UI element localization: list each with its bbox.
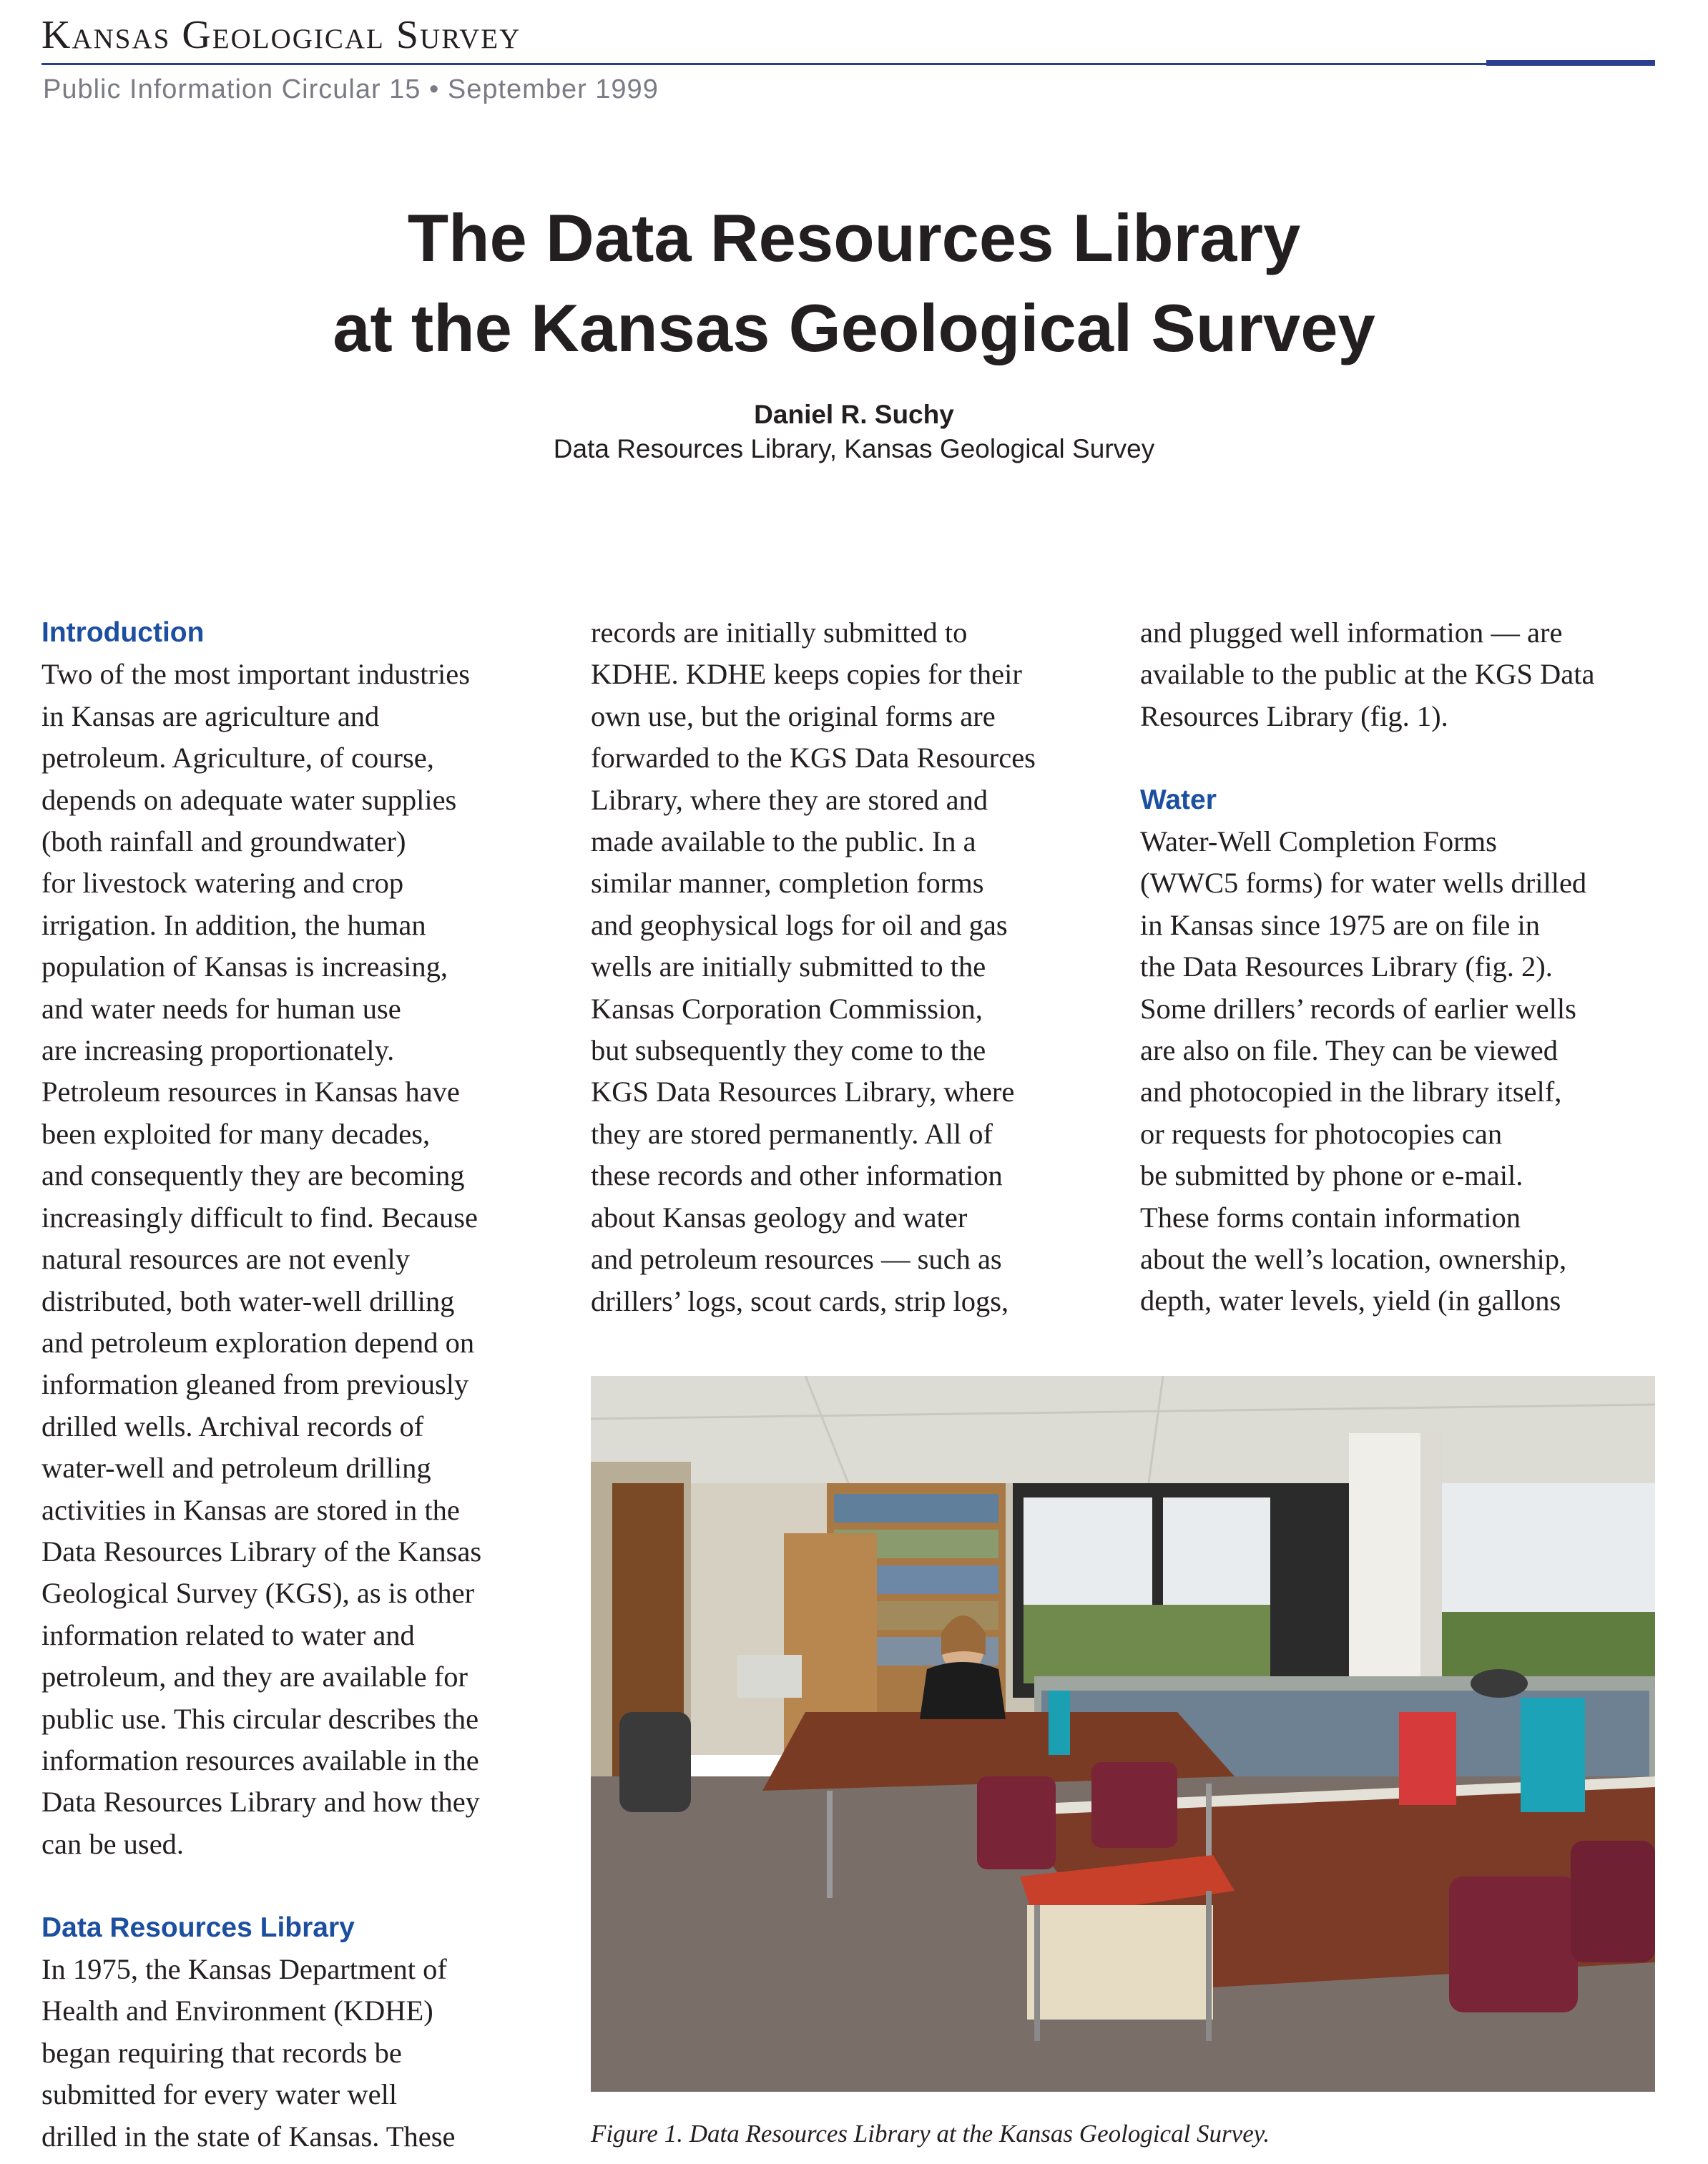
text-line: and petroleum exploration depend on [41,1326,475,1359]
text-line: own use, but the original forms are [591,699,996,732]
text-line: drilled in the state of Kansas. These [41,2120,456,2153]
text-line: Two of the most important industries [41,658,470,691]
text-line: irrigation. In addition, the human [41,908,426,941]
text-line: activities in Kansas are stored in the [41,1493,460,1526]
water-paragraph [1140,821,1655,1322]
text-line: about the well’s location, ownership, [1140,1243,1567,1276]
text-line: and geophysical logs for oil and gas [591,908,1008,941]
text-line: and plugged well information — are [1140,616,1563,649]
text-line: the Data Resources Library (fig. 2). [1140,950,1553,983]
text-line: drillers’ logs, scout cards, strip logs, [591,1284,1009,1317]
masthead [41,10,1655,104]
text-line: natural resources are not evenly [41,1243,411,1276]
text-line: Library, where they are stored and [591,783,988,816]
text-line: Data Resources Library and how they [41,1786,480,1819]
text-line: available to the public at the KGS Data [1140,658,1595,691]
text-line: Kansas Corporation Commission, [591,992,983,1025]
text-line: information related to water and [41,1618,415,1651]
text-line: can be used. [41,1827,185,1860]
text-line: forwarded to the KGS Data Resources [591,742,1036,774]
text-line: and photocopied in the library itself, [1140,1076,1562,1108]
organization-name: Kansas Geological Survey [41,13,521,57]
text-line: and consequently they are becoming [41,1159,465,1192]
text-line: Data Resources Library of the Kansas [41,1535,482,1568]
text-line: population of Kansas is increasing, [41,950,448,983]
section-heading-data-resources-library: Data Resources Library [41,1912,355,1943]
text-line: began requiring that records be [41,2036,402,2069]
text-line: about Kansas geology and water [591,1201,968,1234]
title-line-2: at the Kansas Geological Survey [333,290,1375,365]
text-line: distributed, both water-well drilling [41,1284,455,1317]
text-line: Water-Well Completion Forms [1140,825,1497,858]
text-line: for livestock watering and crop [41,867,404,900]
drl-paragraph-start [41,1949,556,2158]
text-column-3 [1140,612,1655,1322]
text-line: Petroleum resources in Kansas have [41,1076,460,1108]
text-line: are also on file. They can be viewed [1140,1034,1559,1067]
text-line: Resources Library (fig. 1). [1140,699,1448,732]
title-line-1: The Data Resources Library [407,200,1301,275]
text-line: KDHE. KDHE keeps copies for their [591,658,1022,691]
text-line: be submitted by phone or e-mail. [1140,1159,1523,1192]
text-line: similar manner, completion forms [591,867,984,900]
author-affiliation: Data Resources Library, Kansas Geological Survey [553,434,1155,463]
text-line: records are initially submitted to [591,616,968,649]
circular-info: Public Information Circular 15 • September 1999 [43,74,659,104]
text-line: water-well and petroleum drilling [41,1452,431,1485]
text-column-1 [41,612,556,2158]
masthead-rule-accent [1486,60,1655,66]
text-line: depends on adequate water supplies [41,783,457,816]
drl-paragraph-end [1140,612,1655,737]
text-line: are increasing proportionately. [41,1034,395,1067]
text-line: and petroleum resources — such as [591,1243,1002,1276]
text-line: petroleum. Agriculture, of course, [41,742,434,774]
text-line: public use. This circular describes the [41,1702,479,1735]
text-line: made available to the public. In a [591,825,976,858]
text-line: information resources available in the [41,1744,479,1776]
masthead-rule [41,63,1655,65]
article-title [0,193,1708,373]
text-line: drilled wells. Archival records of [41,1410,424,1442]
title-block [0,193,1708,466]
text-line: In 1975, the Kansas Department of [41,1952,447,1985]
text-column-2 [591,612,1106,1322]
section-heading-introduction: Introduction [41,617,205,648]
author-name: Daniel R. Suchy [754,400,954,429]
text-line: and water needs for human use [41,992,401,1025]
text-line: Some drillers’ records of earlier wells [1140,992,1576,1025]
text-line: (WWC5 forms) for water wells drilled [1140,867,1587,900]
text-line: been exploited for many decades, [41,1117,431,1150]
text-line: in Kansas since 1975 are on file in [1140,908,1540,941]
text-line: petroleum, and they are available for [41,1661,468,1693]
text-line: wells are initially submitted to the [591,950,986,983]
drl-paragraph-continued [591,612,1106,1322]
text-line: but subsequently they come to the [591,1034,986,1067]
text-line: these records and other information [591,1159,1003,1192]
section-heading-water: Water [1140,784,1217,815]
text-line: These forms contain information [1140,1201,1521,1234]
text-line: submitted for every water well [41,2078,398,2111]
text-line: or requests for photocopies can [1140,1117,1503,1150]
text-line: information gleaned from previously [41,1368,469,1401]
text-line: they are stored permanently. All of [591,1117,993,1150]
text-line: KGS Data Resources Library, where [591,1076,1015,1108]
intro-paragraph [41,654,556,1865]
library-photo [591,1376,1655,2092]
text-line: in Kansas are agriculture and [41,699,380,732]
text-line: increasingly difficult to find. Because [41,1201,478,1234]
text-line: depth, water levels, yield (in gallons [1140,1284,1561,1317]
figure-caption: Figure 1. Data Resources Library at the Kansas Geological Survey. [591,2120,1270,2148]
text-line: Geological Survey (KGS), as is other [41,1577,475,1610]
text-line: (both rainfall and groundwater) [41,825,406,858]
text-line: Health and Environment (KDHE) [41,1995,433,2027]
